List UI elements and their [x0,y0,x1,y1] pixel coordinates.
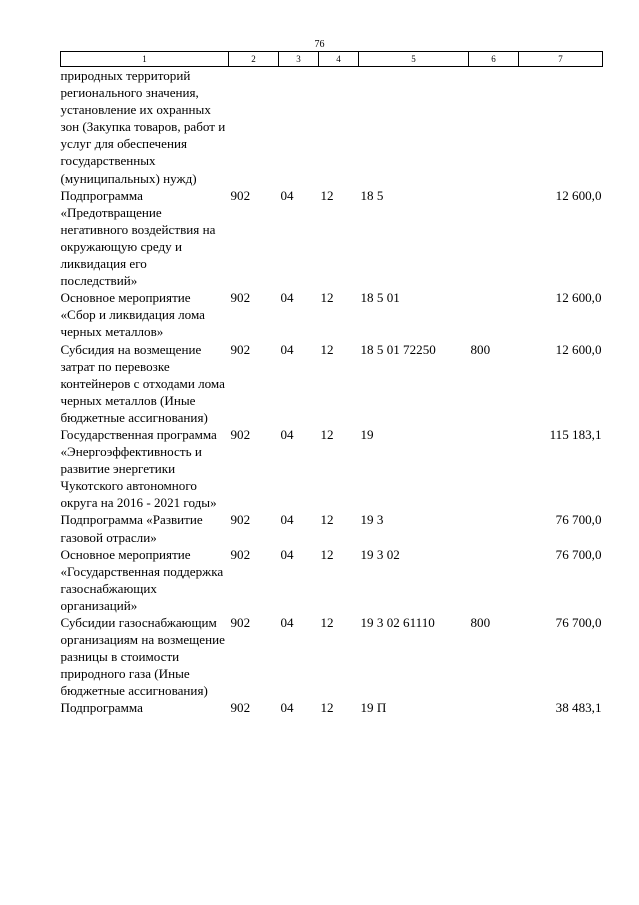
row-name-cell: Государственная программа «Энергоэффективность и развитие энергетики Чукотского автономного округа на 2016 - 2021 годы» [60,426,217,511]
table-row [61,511,603,545]
row-name-cell: Подпрограмма [60,700,143,716]
amount-cell: 76 700,0 [555,546,602,562]
amount-cell: 115 183,1 [549,426,602,442]
expense-type-cell: 800 [470,615,491,630]
expense-type-cell [469,546,519,614]
header-row [61,52,603,67]
subsection-cell: 12 [320,426,334,442]
admin-code-cell: 902 [230,546,251,562]
target-article-cell: 19 [360,426,374,442]
subsection-cell: 12 [320,187,334,203]
header-cell: 5 [359,52,469,67]
header-cell: 1 [61,52,229,67]
target-article-cell: 18 5 01 72250 [360,341,436,357]
admin-code-cell: 902 [230,700,251,716]
admin-code-cell: 902 [230,187,251,203]
page-number: 76 [314,39,325,50]
row-name-cell: Основное мероприятие «Государственная поддержка газоснабжающих организаций» [60,546,224,613]
expense-type-cell [469,187,519,290]
subsection-cell: 12 [320,615,334,630]
section-cell: 04 [280,341,294,357]
amount-cell: 38 483,1 [555,700,602,716]
section-cell: 04 [280,700,294,716]
row-name-cell: природных территорий регионального значения, установление их охранных зон (Закупка товаров, работ и услуг для обеспечения государственных (муниципальных) нужд) [60,68,226,186]
admin-code-cell: 902 [230,426,251,442]
expense-type-cell [469,289,519,340]
expense-type-cell: 800 [470,341,491,357]
section-cell: 04 [280,290,294,306]
header-cell: 6 [469,52,519,67]
budget-table [60,51,603,717]
admin-code-cell: 902 [230,341,251,357]
row-name-cell: Субсидии газоснабжающим организациям на возмещение разницы в стоимости природного газа (Иные бюджетные ассигнования) [60,615,225,699]
target-article-cell: 19 3 02 61110 [360,615,435,630]
table-row [61,289,603,340]
table-row [61,67,603,187]
row-name-cell: Основное мероприятие «Сбор и ликвидация лома черных металлов» [60,290,205,340]
row-name-cell: Подпрограмма «Развитие газовой отрасли» [60,512,203,545]
table-row [61,614,603,699]
amount-cell: 12 600,0 [555,341,602,357]
admin-code-cell: 902 [230,512,251,528]
expense-type-cell [469,699,519,716]
subsection-cell [319,67,359,187]
expense-type-cell [469,67,519,187]
table-row [61,546,603,614]
target-article-cell: 18 5 01 [360,290,400,306]
header-cell: 3 [279,52,319,67]
amount-cell [519,67,603,187]
section-cell: 04 [280,546,294,562]
header-cell: 2 [229,52,279,67]
target-article-cell: 18 5 [360,187,384,203]
table-row [61,187,603,290]
table-row [61,699,603,716]
header-cell: 4 [319,52,359,67]
subsection-cell: 12 [320,290,334,306]
amount-cell: 12 600,0 [555,187,602,203]
amount-cell: 76 700,0 [555,615,602,630]
section-cell: 04 [280,426,294,442]
admin-code-cell: 902 [230,290,251,306]
expense-type-cell [469,511,519,545]
table-body [61,67,603,717]
table-row [61,341,603,426]
table-row [61,426,603,511]
target-article-cell: 19 3 [360,512,384,528]
section-cell: 04 [280,187,294,203]
subsection-cell: 12 [320,546,334,562]
subsection-cell: 12 [320,700,334,716]
target-article-cell [359,67,469,187]
subsection-cell: 12 [320,341,334,357]
section-cell: 04 [280,615,294,630]
admin-code-cell [229,67,279,187]
section-cell: 04 [280,512,294,528]
amount-cell: 12 600,0 [555,290,602,306]
target-article-cell: 19 П [360,700,387,716]
row-name-cell: Субсидия на возмещение затрат по перевозке контейнеров с отходами лома черных металлов (Иные бюджетные ассигнования) [60,341,225,425]
subsection-cell: 12 [320,512,334,528]
admin-code-cell: 902 [230,615,251,630]
section-cell [279,67,319,187]
row-name-cell: Подпрограмма «Предотвращение негативного воздействия на окружающую среду и ликвидация его последствий» [60,187,216,289]
header-cell: 7 [519,52,603,67]
amount-cell: 76 700,0 [555,512,602,528]
target-article-cell: 19 3 02 [360,546,400,562]
expense-type-cell [469,426,519,511]
